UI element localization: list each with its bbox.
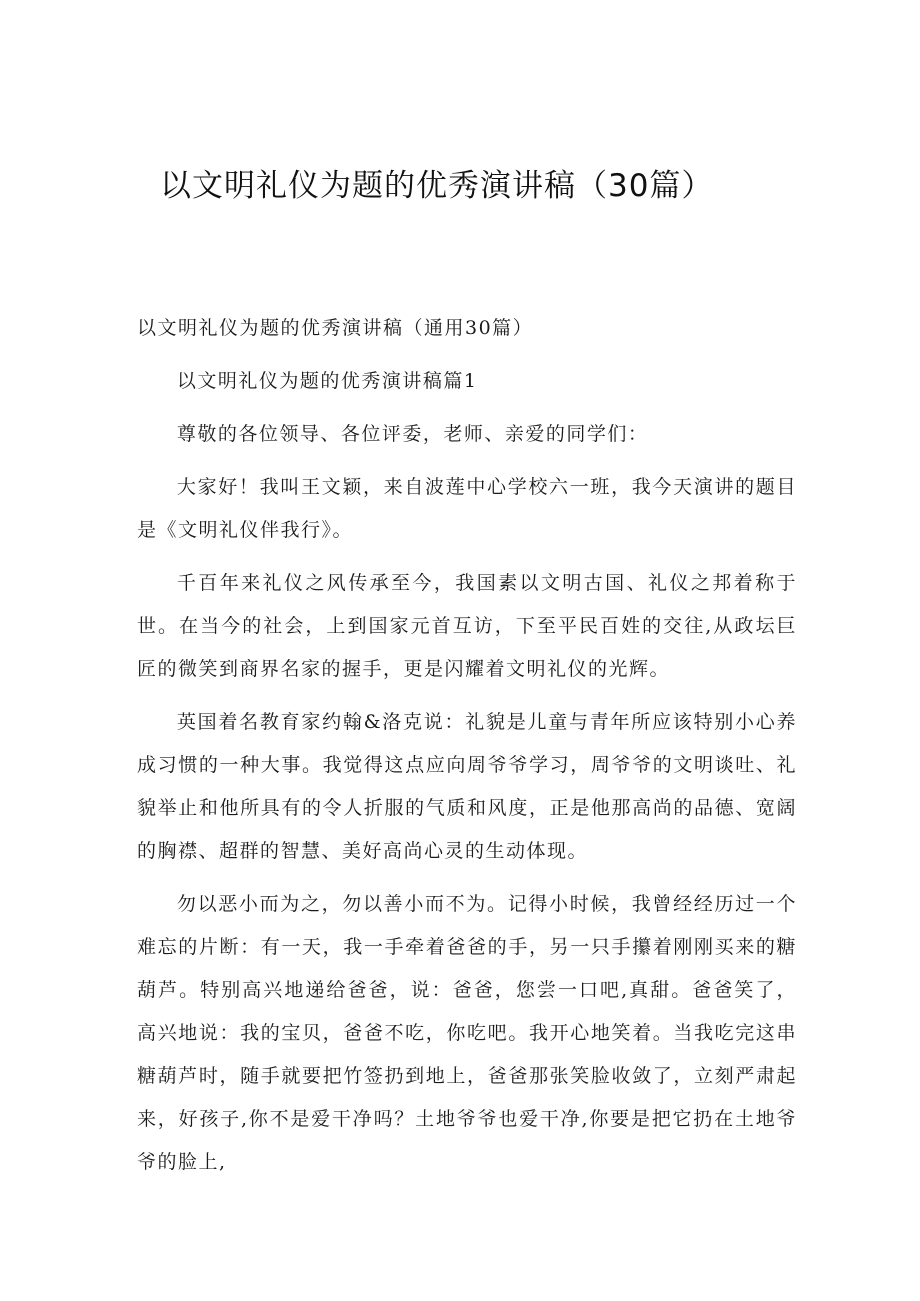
paragraph: 大家好！我叫王文颖，来自波莲中心学校六一班，我今天演讲的题目是《文明礼仪伴我行》。	[137, 476, 797, 541]
document-body	[137, 307, 797, 1194]
paragraph: 英国着名教育家约翰&洛克说：礼貌是儿童与青年所应该特别小心养成习惯的一种大事。我觉得这点应向周爷爷学习，周爷爷的文明谈吐、礼貌举止和他所具有的令人折服的气质和风度，正是他那高尚的品德、宽阔的胸襟、超群的智慧、美好高尚心灵的生动体现。	[137, 711, 797, 862]
document-subtitle: 以文明礼仪为题的优秀演讲稿（通用30篇）	[137, 317, 534, 339]
document-title: 以文明礼仪为题的优秀演讲稿（30篇）	[160, 168, 714, 204]
paragraph: 尊敬的各位领导、各位评委，老师、亲爱的同学们：	[176, 423, 649, 445]
section-heading: 以文明礼仪为题的优秀演讲稿篇1	[176, 370, 478, 392]
paragraph: 千百年来礼仪之风传承至今，我国素以文明古国、礼仪之邦着称于世。在当今的社会，上到国家元首互访，下至平民百姓的交往,从政坛巨匠的微笑到商界名家的握手，更是闪耀着文明礼仪的光辉。	[137, 572, 797, 680]
paragraph: 勿以恶小而为之，勿以善小而不为。记得小时候，我曾经经历过一个难忘的片断：有一天，我一手牵着爸爸的手，另一只手攥着刚刚买来的糖葫芦。特别高兴地递给爸爸，说：爸爸，您尝一口吧,真甜。爸爸笑了，高兴地说：我的宝贝，爸爸不吃，你吃吧。我开心地笑着。当我吃完这串糖葫芦时，随手就要把竹签扔到地上，爸爸那张笑脸收敛了，立刻严肃起来，好孩子,你不是爱干净吗？土地爷爷也爱干净,你要是把它扔在土地爷爷的脸上,	[137, 893, 797, 1173]
